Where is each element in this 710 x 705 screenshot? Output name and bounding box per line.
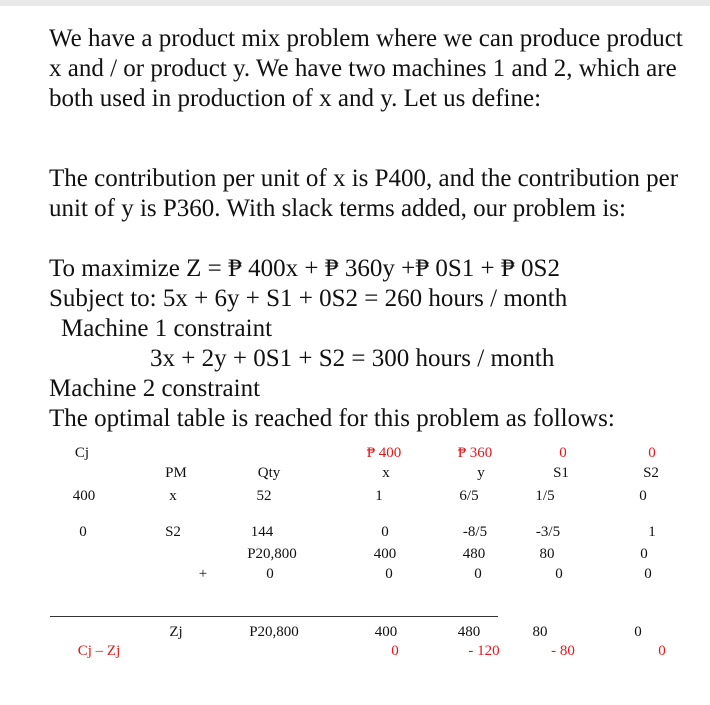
- sum1-s2: 0: [640, 546, 648, 562]
- cjzj-s2: 0: [658, 643, 666, 659]
- header-y: y: [477, 465, 485, 481]
- sum2-y: 0: [474, 566, 482, 582]
- zj-label: Zj: [169, 624, 183, 640]
- row2-cj: 0: [79, 524, 87, 540]
- sum2-s2: 0: [644, 566, 652, 582]
- cjzj-x: 0: [391, 643, 399, 659]
- header-qty: Qty: [257, 465, 281, 481]
- row2-pm: S2: [165, 524, 181, 540]
- header-x: x: [382, 465, 390, 481]
- constraint2-label: Machine 2 constraint: [49, 375, 261, 402]
- cj-label: Cj: [74, 445, 90, 461]
- constraint1-line: Subject to: 5x + 6y + S1 + 0S2 = 260 hours / month: [49, 285, 568, 312]
- row2-s2: 1: [648, 524, 656, 540]
- sum1-x: 400: [373, 546, 397, 562]
- sum2-qty: 0: [266, 566, 274, 582]
- row2-x: 0: [381, 524, 389, 540]
- zj-qty: P20,800: [249, 624, 299, 640]
- header-s1: S1: [553, 465, 569, 481]
- top-band: [0, 0, 710, 6]
- row2-s1: -3/5: [535, 524, 561, 540]
- cj-x: ₱ 400: [366, 445, 402, 461]
- sum2-s1: 0: [555, 566, 563, 582]
- row1-s2: 0: [639, 488, 647, 504]
- cjzj-s1: - 80: [551, 643, 575, 659]
- cj-s1: 0: [559, 445, 567, 461]
- row1-s1: 1/5: [535, 488, 555, 504]
- row1-x: 1: [375, 488, 383, 504]
- row1-pm: x: [169, 488, 177, 504]
- zj-y: 480: [457, 624, 481, 640]
- cjzj-label: Cj – Zj: [77, 643, 121, 659]
- cj-s2: 0: [648, 445, 656, 461]
- row1-cj: 400: [72, 488, 96, 504]
- table-intro-line: The optimal table is reached for this problem as follows:: [49, 405, 615, 432]
- plus-sign: +: [198, 566, 208, 582]
- row1-y: 6/5: [459, 488, 479, 504]
- contribution-paragraph: The contribution per unit of x is P400, and the contribution per unit of y is P360. With slack terms added, our problem is:: [49, 165, 679, 222]
- cjzj-y: - 120: [468, 643, 500, 659]
- zj-x: 400: [374, 624, 398, 640]
- constraint1-label: Machine 1 constraint: [61, 315, 273, 342]
- cj-y: ₱ 360: [457, 445, 493, 461]
- sum1-qty: P20,800: [247, 546, 297, 562]
- sum1-s1: 80: [539, 546, 555, 562]
- sum2-x: 0: [385, 566, 393, 582]
- row2-qty: 144: [250, 524, 274, 540]
- row1-qty: 52: [256, 488, 272, 504]
- header-pm: PM: [165, 465, 187, 481]
- zj-s1: 80: [532, 624, 548, 640]
- objective-line: To maximize Z = ₱ 400x + ₱ 360y +₱ 0S1 + ₱ 0S2: [49, 255, 560, 282]
- sum1-y: 480: [462, 546, 486, 562]
- intro-paragraph: We have a product mix problem where we can produce product x and / or product y. We have two machines 1 and 2, which are both used in production of x and y. Let us define:: [49, 25, 683, 112]
- row2-y: -8/5: [462, 524, 488, 540]
- zj-s2: 0: [634, 624, 642, 640]
- constraint2-line: 3x + 2y + 0S1 + S2 = 300 hours / month: [150, 345, 555, 372]
- header-s2: S2: [643, 465, 659, 481]
- sum-rule: [50, 616, 498, 617]
